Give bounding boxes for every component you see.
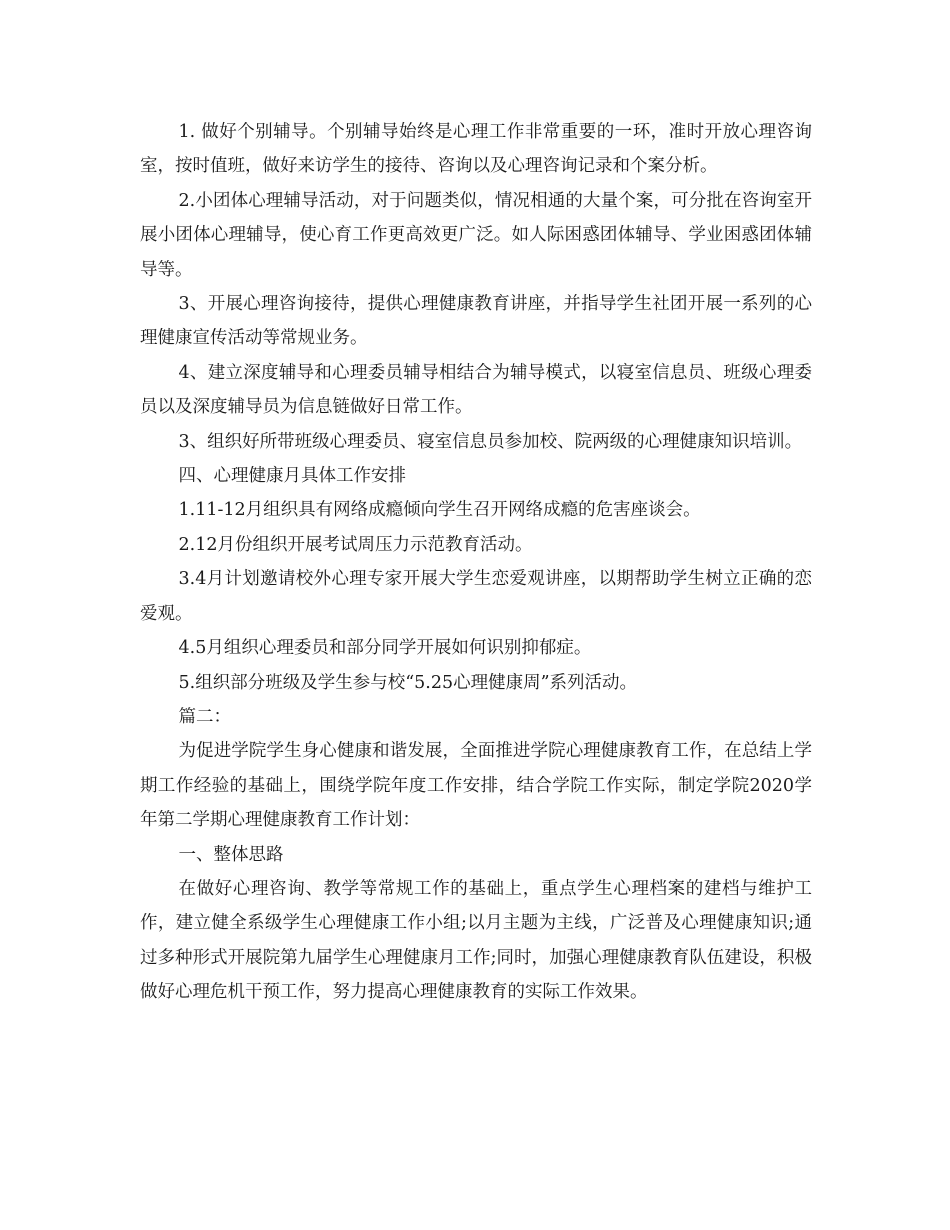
paragraph-plan-item-1: 1.11-12月组织具有网络成瘾倾向学生召开网络成瘾的危害座谈会。 xyxy=(178,500,701,521)
paragraph-plan-item-5: 5.组织部分班级及学生参与校“5.25心理健康周”系列活动。 xyxy=(178,672,638,693)
paragraph-plan-item-3: 3.4月计划邀请校外心理专家开展大学生恋爱观讲座，以期帮助学生树立正确的恋爱观。 xyxy=(140,569,812,624)
document-body xyxy=(140,115,812,1010)
paragraph-training: 3、组织好所带班级心理委员、寝室信息员参加校、院两级的心理健康知识培训。 xyxy=(178,431,803,452)
paragraph-overall-approach: 在做好心理咨询、教学等常规工作的基础上，重点学生心理档案的建档与维护工作，建立健全系级学生心理健康工作小组;以月主题为主线，广泛普及心理健康知识;通过多种形式开展院第九届学生心理健康月工作;同时，加强心理健康教育队伍建设，积极做好心理危机干预工作，努力提高心理健康教育的实际工作效果。 xyxy=(140,878,812,1003)
paragraph-individual-counseling: 1. 做好个别辅导。个别辅导始终是心理工作非常重要的一环，准时开放心理咨询室，按时值班，做好来访学生的接待、咨询以及心理咨询记录和个案分析。 xyxy=(140,122,812,177)
section-heading-overall-approach: 一、整体思路 xyxy=(178,844,284,865)
paragraph-plan-item-2: 2.12月份组织开展考试周压力示范教育活动。 xyxy=(178,534,533,555)
paragraph-group-counseling: 2.小团体心理辅导活动，对于问题类似，情况相通的大量个案，可分批在咨询室开展小团体心理辅导，使心育工作更高效更广泛。如人际困惑团体辅导、学业困惑团体辅导等。 xyxy=(140,190,812,280)
paragraph-intro: 为促进学院学生身心健康和谐发展，全面推进学院心理健康教育工作，在总结上学期工作经验的基础上，围绕学院年度工作安排，结合学院工作实际，制定学院2020学年第二学期心理健康教育工作计划： xyxy=(140,741,812,831)
paragraph-consultation-reception: 3、开展心理咨询接待，提供心理健康教育讲座，并指导学生社团开展一系列的心理健康宣传活动等常规业务。 xyxy=(140,294,812,349)
paragraph-deep-counseling-model: 4、建立深度辅导和心理委员辅导相结合为辅导模式，以寝室信息员、班级心理委员以及深度辅导员为信息链做好日常工作。 xyxy=(140,362,812,418)
paragraph-plan-item-4: 4.5月组织心理委员和部分同学开展如何识别抑郁症。 xyxy=(178,638,592,659)
section-heading-monthly-plan: 四、心理健康月具体工作安排 xyxy=(178,466,406,487)
section-heading-part-two: 篇二： xyxy=(178,706,231,727)
